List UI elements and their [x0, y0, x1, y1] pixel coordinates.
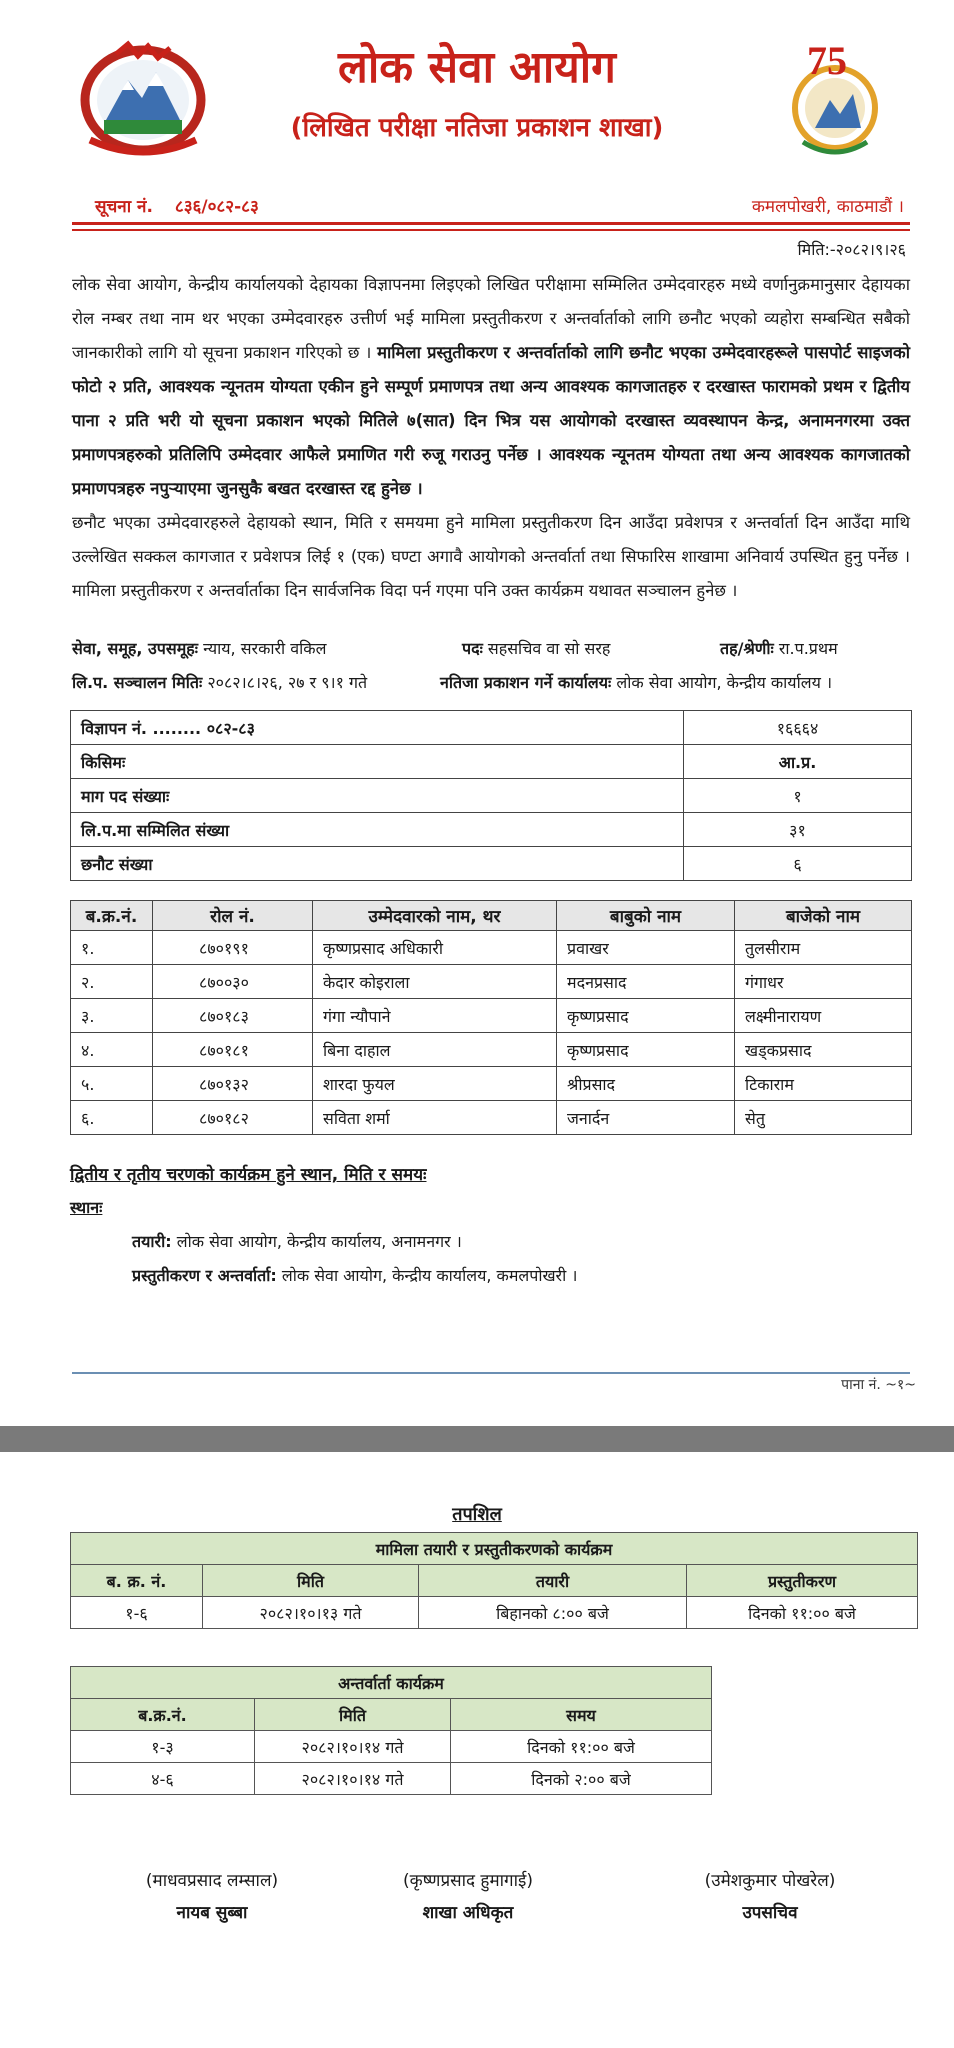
notice-body [72, 268, 910, 608]
advertisement-info-table [70, 710, 912, 881]
prep-label: तयारी: [132, 1232, 172, 1251]
col-date: मिति [255, 1699, 451, 1731]
cell-grandfather: खड्कप्रसाद [735, 1033, 912, 1067]
signatory-name: (माधवप्रसाद लम्साल) [145, 1871, 279, 1891]
cell-date: २०८२।१०।१४ गते [255, 1731, 451, 1763]
cell-father: कृष्णप्रसाद [557, 999, 735, 1033]
meta-row-1 [72, 637, 910, 665]
present-label: प्रस्तुतीकरण र अन्तर्वार्ता: [132, 1266, 277, 1285]
cell-roll: ८७०१८२ [153, 1101, 313, 1135]
cell-grandfather: लक्ष्मीनारायण [735, 999, 912, 1033]
col-serial: ब.क्र.नं. [71, 1699, 255, 1731]
cell-time: दिनको ११:०० बजे [451, 1731, 712, 1763]
post-label: पदः [462, 639, 483, 658]
cell-name: कृष्णप्रसाद अधिकारी [313, 931, 557, 965]
page-subtitle: (लिखित परीक्षा नतिजा प्रकाशन शाखा) [290, 113, 664, 143]
cell-serial: ४-६ [71, 1763, 255, 1795]
venue-place-label: स्थानः [70, 1198, 103, 1217]
signature-block [338, 1868, 598, 1923]
cell-name: बिना दाहाल [313, 1033, 557, 1067]
signatory-designation: उपसचिव [742, 1903, 798, 1923]
cell-name: गंगा न्यौपाने [313, 999, 557, 1033]
cell-name: केदार कोइराला [313, 965, 557, 999]
col-roll: रोल नं. [153, 901, 313, 931]
cell-serial: २. [71, 965, 153, 999]
cell-date: २०८२।१०।१३ गते [203, 1597, 419, 1629]
info-value: १६६६४ [684, 711, 912, 745]
interview-schedule-table [70, 1666, 712, 1795]
cell-father: श्रीप्रसाद [557, 1067, 735, 1101]
result-office-label: नतिजा प्रकाशन गर्ने कार्यालयः [440, 673, 612, 692]
cell-grandfather: सेतु [735, 1101, 912, 1135]
table-row [71, 1731, 712, 1763]
table-row [71, 965, 912, 999]
info-label: विज्ञापन नं. ........ ०८२-८३ [71, 711, 684, 745]
info-row [71, 711, 912, 745]
table-header-row [71, 1565, 918, 1597]
candidates-table [70, 900, 912, 1135]
notice-page-2 [0, 1452, 954, 2048]
cell-father: कृष्णप्रसाद [557, 1033, 735, 1067]
case-schedule-caption: मामिला तयारी र प्रस्तुतीकरणको कार्यक्रम [71, 1533, 918, 1565]
meta-row-2 [72, 671, 910, 699]
cell-father: जनार्दन [557, 1101, 735, 1135]
cell-roll: ८७००३० [153, 965, 313, 999]
cell-father: प्रवाखर [557, 931, 735, 965]
interview-schedule-caption: अन्तर्वार्ता कार्यक्रम [71, 1667, 712, 1699]
info-value: आ.प्र. [684, 745, 912, 779]
exam-date-label: लि.प. सञ्चालन मितिः [72, 673, 203, 692]
info-label: किसिमः [71, 745, 684, 779]
anniversary-logo-text: 75 [807, 38, 847, 83]
signatory-designation: नायब सुब्बा [176, 1903, 248, 1923]
cell-time: दिनको २:०० बजे [451, 1763, 712, 1795]
service-value: न्याय, सरकारी वकिल [203, 639, 327, 658]
table-row [71, 1067, 912, 1101]
table-row [71, 1597, 918, 1629]
table-row [71, 999, 912, 1033]
result-office-value: लोक सेवा आयोग, केन्द्रीय कार्यालय । [616, 673, 833, 692]
table-row [71, 1763, 712, 1795]
level-value: रा.प.प्रथम [778, 639, 838, 658]
info-row [71, 847, 912, 881]
body-paragraph-1-bold: मामिला प्रस्तुतीकरण र अन्तर्वार्ताको लागि छनौट भएका उम्मेदवारहरूले पासपोर्ट साइजको फोटो २ प्रति, आवश्यक न्यूनतम योग्यता एकीन हुने सम्पूर्ण प्रमाणपत्र तथा अन्य आवश्यक कागजातहरु र दरखास्त फारामको प्रथम र द्वितीय पाना २ प्रति भरी यो सूचना प्रकाशन भएको मितिले ७(सात) दिन भित्र यस आयोगको दरखास्त व्यवस्थापन केन्द्र, अनामनगरमा उक्त प्रमाणपत्रहरुको प्रतिलिपि उम्मेदवार आफैले प्रमाणित गरी रुजू गराउनु पर्नेछ । आवश्यक न्यूनतम योग्यता तथा अन्य आवश्यक कागजातको प्रमाणपत्रहरु नपुऱ्याएमा जुनसुकै बखत दरखास्त रद्द हुनेछ । [72, 343, 910, 498]
notice-number-group [95, 194, 259, 217]
cell-name: सविता शर्मा [313, 1101, 557, 1135]
info-row [71, 745, 912, 779]
cell-roll: ८७०१८३ [153, 999, 313, 1033]
col-presentation: प्रस्तुतीकरण [687, 1565, 918, 1597]
cell-roll: ८७०१३२ [153, 1067, 313, 1101]
level-label: तह/श्रेणीः [720, 639, 774, 658]
cell-serial: ४. [71, 1033, 153, 1067]
col-time: समय [451, 1699, 712, 1731]
cell-serial: १-३ [71, 1731, 255, 1763]
header-divider-thin [72, 229, 910, 231]
col-grandfather: बाजेको नाम [735, 901, 912, 931]
signatory-name: (कृष्णप्रसाद हुमागाई) [402, 1871, 533, 1891]
schedule-title: तपशिल [452, 1504, 502, 1525]
cell-grandfather: गंगाधर [735, 965, 912, 999]
cell-serial: ६. [71, 1101, 153, 1135]
service-label: सेवा, समूह, उपसमूहः [72, 639, 199, 658]
body-paragraph-2: छनौट भएका उम्मेदवारहरुले देहायको स्थान, मिति र समयमा हुने मामिला प्रस्तुतीकरण दिन आउँदा प्रवेशपत्र र अन्तर्वार्ता दिन आउँदा माथि उल्लेखित सक्कल कागजात र प्रवेशपत्र लिई १ (एक) घण्टा अगावै आयोगको अन्तर्वार्ता तथा सिफारिस शाखामा अनिवार्य उपस्थित हुनु पर्नेछ । मामिला प्रस्तुतीकरण र अन्तर्वार्ताका दिन सार्वजनिक विदा पर्न गएमा पनि उक्त कार्यक्रम यथावत सञ्चालन हुनेछ । [72, 513, 910, 600]
exam-date-value: २०८२।८।२६, २७ र ९।१ गते [207, 673, 368, 692]
cell-roll: ८७०१९१ [153, 931, 313, 965]
info-label: माग पद संख्याः [71, 779, 684, 813]
notice-number: ८३६/०८२-८३ [174, 197, 259, 217]
table-row [71, 1101, 912, 1135]
table-caption-row [71, 1533, 918, 1565]
info-label: छनौट संख्या [71, 847, 684, 881]
col-father: बाबुको नाम [557, 901, 735, 931]
cell-serial: ३. [71, 999, 153, 1033]
cell-father: मदनप्रसाद [557, 965, 735, 999]
cell-roll: ८७०१८१ [153, 1033, 313, 1067]
footer-divider [72, 1372, 910, 1374]
header-divider [72, 222, 910, 225]
cell-name: शारदा फुयल [313, 1067, 557, 1101]
venue-heading: द्वितीय र तृतीय चरणको कार्यक्रम हुने स्थान, मिति र समयः [70, 1165, 427, 1185]
signature-block [640, 1868, 900, 1923]
col-prep: तयारी [419, 1565, 687, 1597]
cell-presentation: दिनको ११:०० बजे [687, 1597, 918, 1629]
col-serial: ब. क्र. नं. [71, 1565, 203, 1597]
page-separator [0, 1426, 954, 1452]
page-title: लोक सेवा आयोग [338, 42, 616, 93]
body-paragraph-1: लोक सेवा आयोग, केन्द्रीय कार्यालयको देहायका विज्ञापनमा लिइएको लिखित परीक्षामा सम्मिलित उम्मेदवारहरु मध्ये वर्णानुक्रमानुसार देहायका रोल नम्बर तथा नाम थर भएका उम्मेदवारहरु उत्तीर्ण भई मामिला प्रस्तुतीकरण र अन्तर्वार्ताको लागि छनौट भएको व्यहोरा सम्बन्धित सबैको जानकारीको लागि यो सूचना प्रकाशन गरिएको छ । [72, 275, 910, 362]
notice-date: मिति:-२०८२।९।२६ [797, 240, 906, 259]
cell-grandfather: टिकाराम [735, 1067, 912, 1101]
cell-grandfather: तुलसीराम [735, 931, 912, 965]
present-value: लोक सेवा आयोग, केन्द्रीय कार्यालय, कमलपोखरी । [281, 1266, 578, 1285]
office-location: कमलपोखरी, काठमाडौं । [751, 197, 904, 217]
info-value: ६ [684, 847, 912, 881]
cell-serial: १. [71, 931, 153, 965]
signature-block [82, 1868, 342, 1923]
cell-date: २०८२।१०।१४ गते [255, 1763, 451, 1795]
signatory-name: (उमेशकुमार पोखरेल) [704, 1871, 836, 1891]
cell-serial: १-६ [71, 1597, 203, 1629]
table-caption-row [71, 1667, 712, 1699]
case-schedule-table [70, 1532, 918, 1629]
info-row [71, 813, 912, 847]
table-header-row [71, 1699, 712, 1731]
venue-present-row [132, 1264, 577, 1286]
col-date: मिति [203, 1565, 419, 1597]
cell-prep: बिहानको ८:०० बजे [419, 1597, 687, 1629]
venue-prep-row [132, 1230, 462, 1252]
col-name: उम्मेदवारको नाम, थर [313, 901, 557, 931]
col-serial: ब.क्र.नं. [71, 901, 153, 931]
info-value: ३१ [684, 813, 912, 847]
page-number: पाना नं. ~१~ [841, 1377, 916, 1393]
signatory-designation: शाखा अधिकृत [422, 1903, 514, 1923]
info-value: १ [684, 779, 912, 813]
post-value: सहसचिव वा सो सरह [487, 639, 611, 658]
notice-label: सूचना नं. [95, 197, 153, 217]
info-row [71, 779, 912, 813]
notice-header [95, 194, 904, 218]
info-label: लि.प.मा सम्मिलित संख्या [71, 813, 684, 847]
anniversary-logo-icon [785, 38, 885, 160]
table-row [71, 1033, 912, 1067]
table-header-row [71, 901, 912, 931]
prep-value: लोक सेवा आयोग, केन्द्रीय कार्यालय, अनामनगर । [176, 1232, 462, 1251]
cell-serial: ५. [71, 1067, 153, 1101]
table-row [71, 931, 912, 965]
